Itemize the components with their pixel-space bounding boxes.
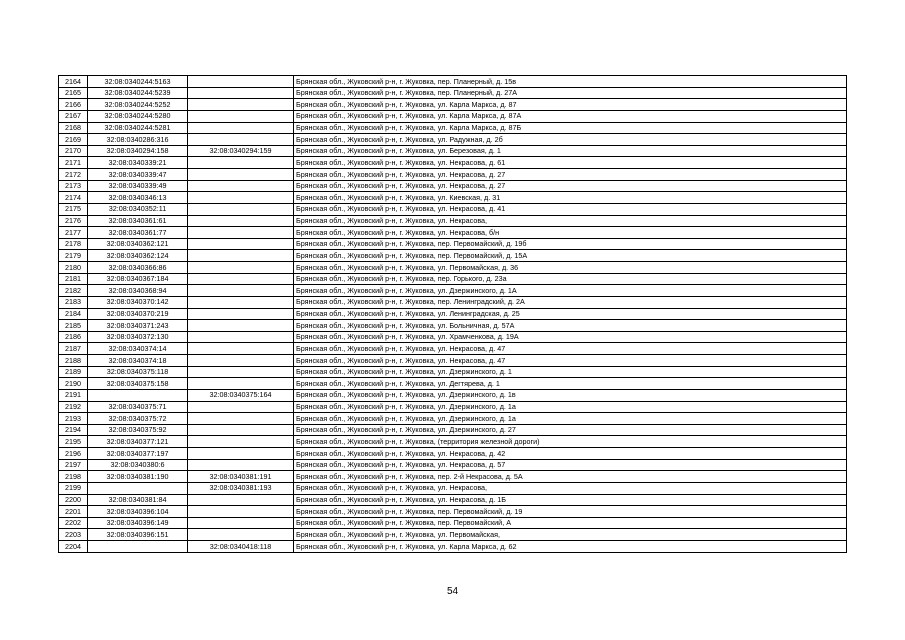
address-cell: Брянская обл., Жуковский р-н, г. Жуковка, ул. Некрасова, д. 47 [294,355,847,367]
cadastral-number-cell: 32:08:0340244:5281 [88,122,188,134]
cadastral-number-cell: 32:08:0340375:158 [88,378,188,390]
row-number-cell: 2176 [59,215,88,227]
row-number-cell: 2185 [59,320,88,332]
cadastral-number-cell: 32:08:0340370:219 [88,308,188,320]
linked-cadastral-number-cell [188,192,294,204]
address-cell: Брянская обл., Жуковский р-н, г. Жуковка, пер. Первомайский, д. 15А [294,250,847,262]
linked-cadastral-number-cell [188,529,294,541]
address-cell: Брянская обл., Жуковский р-н, г. Жуковка, ул. Некрасова, д. 41 [294,203,847,215]
address-cell: Брянская обл., Жуковский р-н, г. Жуковка, ул. Храмченкова, д. 19А [294,331,847,343]
cadastral-number-cell: 32:08:0340346:13 [88,192,188,204]
row-number-cell: 2201 [59,506,88,518]
row-number-cell: 2187 [59,343,88,355]
row-number-cell: 2170 [59,145,88,157]
linked-cadastral-number-cell [188,378,294,390]
address-cell: Брянская обл., Жуковский р-н, г. Жуковка, ул. Дзержинского, д. 27 [294,424,847,436]
address-cell: Брянская обл., Жуковский р-н, г. Жуковка, пер. Планерный, д. 27А [294,87,847,99]
row-number-cell: 2190 [59,378,88,390]
address-cell: Брянская обл., Жуковский р-н, г. Жуковка, ул. Карла Маркса, д. 87 [294,99,847,111]
linked-cadastral-number-cell [188,99,294,111]
table-row [59,343,847,355]
address-cell: Брянская обл., Жуковский р-н, г. Жуковка, ул. Первомайская, [294,529,847,541]
linked-cadastral-number-cell [188,203,294,215]
table-row [59,331,847,343]
address-cell: Брянская обл., Жуковский р-н, г. Жуковка, ул. Некрасова, д. 1Б [294,494,847,506]
row-number-cell: 2178 [59,238,88,250]
table-row [59,134,847,146]
row-number-cell: 2199 [59,482,88,494]
address-cell: Брянская обл., Жуковский р-н, г. Жуковка, ул. Некрасова, д. 57 [294,459,847,471]
address-cell: Брянская обл., Жуковский р-н, г. Жуковка, ул. Некрасова, [294,215,847,227]
cadastral-number-cell: 32:08:0340371:243 [88,320,188,332]
table-row [59,285,847,297]
table-row [59,76,847,88]
table-row [59,308,847,320]
table-row [59,203,847,215]
table-row [59,157,847,169]
cadastral-number-cell: 32:08:0340377:121 [88,436,188,448]
linked-cadastral-number-cell [188,331,294,343]
cadastral-number-cell: 32:08:0340375:118 [88,366,188,378]
row-number-cell: 2172 [59,169,88,181]
linked-cadastral-number-cell [188,355,294,367]
address-cell: Брянская обл., Жуковский р-н, г. Жуковка, ул. Березовая, д. 1 [294,145,847,157]
cadastral-number-cell [88,389,188,401]
row-number-cell: 2192 [59,401,88,413]
cadastral-number-cell: 32:08:0340372:130 [88,331,188,343]
address-cell: Брянская обл., Жуковский р-н, г. Жуковка, пер. Первомайский, д. 19б [294,238,847,250]
cadastral-number-cell: 32:08:0340244:5280 [88,110,188,122]
cadastral-number-cell: 32:08:0340339:49 [88,180,188,192]
row-number-cell: 2203 [59,529,88,541]
row-number-cell: 2186 [59,331,88,343]
linked-cadastral-number-cell [188,110,294,122]
cadastral-number-cell: 32:08:0340286:316 [88,134,188,146]
linked-cadastral-number-cell [188,343,294,355]
linked-cadastral-number-cell [188,296,294,308]
linked-cadastral-number-cell [188,448,294,460]
linked-cadastral-number-cell [188,459,294,471]
table-row [59,401,847,413]
table-row [59,424,847,436]
row-number-cell: 2198 [59,471,88,483]
linked-cadastral-number-cell [188,424,294,436]
address-cell: Брянская обл., Жуковский р-н, г. Жуковка, ул. Первомайская, д. 36 [294,262,847,274]
address-cell: Брянская обл., Жуковский р-н, г. Жуковка, ул. Дзержинского, д. 1А [294,285,847,297]
table-row [59,250,847,262]
cadastral-number-cell: 32:08:0340339:21 [88,157,188,169]
table-row [59,482,847,494]
row-number-cell: 2174 [59,192,88,204]
row-number-cell: 2175 [59,203,88,215]
address-cell: Брянская обл., Жуковский р-н, г. Жуковка, ул. Дегтярева, д. 1 [294,378,847,390]
cadastral-number-cell: 32:08:0340375:72 [88,413,188,425]
cadastral-number-cell: 32:08:0340361:61 [88,215,188,227]
cadastral-table [58,75,847,553]
address-cell: Брянская обл., Жуковский р-н, г. Жуковка, ул. Некрасова, д. 27 [294,180,847,192]
cadastral-number-cell [88,482,188,494]
table-row [59,180,847,192]
row-number-cell: 2204 [59,541,88,553]
linked-cadastral-number-cell: 32:08:0340294:159 [188,145,294,157]
cadastral-number-cell: 32:08:0340377:197 [88,448,188,460]
table-row [59,110,847,122]
row-number-cell: 2164 [59,76,88,88]
row-number-cell: 2195 [59,436,88,448]
cadastral-number-cell: 32:08:0340244:5239 [88,87,188,99]
row-number-cell: 2181 [59,273,88,285]
table-row [59,227,847,239]
row-number-cell: 2200 [59,494,88,506]
row-number-cell: 2177 [59,227,88,239]
linked-cadastral-number-cell [188,122,294,134]
linked-cadastral-number-cell: 32:08:0340418:118 [188,541,294,553]
address-cell: Брянская обл., Жуковский р-н, г. Жуковка, ул. Карла Маркса, д. 62 [294,541,847,553]
table-row [59,215,847,227]
linked-cadastral-number-cell [188,366,294,378]
cadastral-number-cell: 32:08:0340381:84 [88,494,188,506]
address-cell: Брянская обл., Жуковский р-н, г. Жуковка, ул. Карла Маркса, д. 87А [294,110,847,122]
cadastral-number-cell: 32:08:0340244:5163 [88,76,188,88]
table-row [59,366,847,378]
cadastral-number-cell: 32:08:0340361:77 [88,227,188,239]
table-row [59,506,847,518]
address-cell: Брянская обл., Жуковский р-н, г. Жуковка, ул. Киевская, д. 31 [294,192,847,204]
row-number-cell: 2180 [59,262,88,274]
address-cell: Брянская обл., Жуковский р-н, г. Жуковка, ул. Некрасова, б/н [294,227,847,239]
row-number-cell: 2191 [59,389,88,401]
cadastral-number-cell: 32:08:0340381:190 [88,471,188,483]
cadastral-number-cell: 32:08:0340380:6 [88,459,188,471]
linked-cadastral-number-cell: 32:08:0340381:191 [188,471,294,483]
linked-cadastral-number-cell [188,238,294,250]
table-row [59,296,847,308]
table-row [59,122,847,134]
table-row [59,448,847,460]
table-row [59,99,847,111]
table-row [59,320,847,332]
address-cell: Брянская обл., Жуковский р-н, г. Жуковка, ул. Дзержинского, д. 1а [294,401,847,413]
linked-cadastral-number-cell [188,285,294,297]
address-cell: Брянская обл., Жуковский р-н, г. Жуковка, пер. Планерный, д. 15в [294,76,847,88]
table-row [59,238,847,250]
address-cell: Брянская обл., Жуковский р-н, г. Жуковка, ул. Дзержинского, д. 1в [294,389,847,401]
cadastral-number-cell: 32:08:0340294:158 [88,145,188,157]
address-cell: Брянская обл., Жуковский р-н, г. Жуковка, ул. Дзержинского, д. 1а [294,413,847,425]
cadastral-number-cell: 32:08:0340362:124 [88,250,188,262]
row-number-cell: 2167 [59,110,88,122]
row-number-cell: 2197 [59,459,88,471]
row-number-cell: 2182 [59,285,88,297]
linked-cadastral-number-cell [188,227,294,239]
table-row [59,529,847,541]
cadastral-number-cell: 32:08:0340375:71 [88,401,188,413]
table-row [59,355,847,367]
linked-cadastral-number-cell [188,494,294,506]
cadastral-number-cell: 32:08:0340396:151 [88,529,188,541]
row-number-cell: 2165 [59,87,88,99]
row-number-cell: 2166 [59,99,88,111]
table-row [59,389,847,401]
linked-cadastral-number-cell [188,517,294,529]
page-number: 54 [446,586,459,597]
linked-cadastral-number-cell [188,308,294,320]
row-number-cell: 2171 [59,157,88,169]
address-cell: Брянская обл., Жуковский р-н, г. Жуковка, ул. Карла Маркса, д. 87Б [294,122,847,134]
row-number-cell: 2189 [59,366,88,378]
address-cell: Брянская обл., Жуковский р-н, г. Жуковка, ул. Некрасова, д. 42 [294,448,847,460]
address-cell: Брянская обл., Жуковский р-н, г. Жуковка, ул. Некрасова, [294,482,847,494]
cadastral-number-cell: 32:08:0340396:149 [88,517,188,529]
row-number-cell: 2183 [59,296,88,308]
linked-cadastral-number-cell [188,87,294,99]
table-row [59,192,847,204]
linked-cadastral-number-cell [188,413,294,425]
table-row [59,273,847,285]
linked-cadastral-number-cell [188,180,294,192]
linked-cadastral-number-cell [188,169,294,181]
row-number-cell: 2173 [59,180,88,192]
cadastral-number-cell: 32:08:0340375:92 [88,424,188,436]
linked-cadastral-number-cell [188,320,294,332]
row-number-cell: 2184 [59,308,88,320]
table-row [59,145,847,157]
row-number-cell: 2202 [59,517,88,529]
cadastral-number-cell: 32:08:0340374:14 [88,343,188,355]
table-row [59,169,847,181]
linked-cadastral-number-cell [188,506,294,518]
linked-cadastral-number-cell [188,401,294,413]
address-cell: Брянская обл., Жуковский р-н, г. Жуковка, ул. Больничная, д. 57А [294,320,847,332]
row-number-cell: 2196 [59,448,88,460]
cadastral-number-cell: 32:08:0340367:184 [88,273,188,285]
table-row [59,517,847,529]
cadastral-number-cell: 32:08:0340370:142 [88,296,188,308]
row-number-cell: 2188 [59,355,88,367]
table-row [59,262,847,274]
row-number-cell: 2193 [59,413,88,425]
cadastral-table-body [59,76,847,553]
cadastral-number-cell: 32:08:0340244:5252 [88,99,188,111]
address-cell: Брянская обл., Жуковский р-н, г. Жуковка, ул. Дзержинского, д. 1 [294,366,847,378]
address-cell: Брянская обл., Жуковский р-н, г. Жуковка, ул. Некрасова, д. 47 [294,343,847,355]
linked-cadastral-number-cell [188,436,294,448]
address-cell: Брянская обл., Жуковский р-н, г. Жуковка, ул. Некрасова, д. 27 [294,169,847,181]
address-cell: Брянская обл., Жуковский р-н, г. Жуковка, пер. Горького, д. 23а [294,273,847,285]
table-row [59,413,847,425]
linked-cadastral-number-cell [188,250,294,262]
linked-cadastral-number-cell [188,157,294,169]
linked-cadastral-number-cell [188,273,294,285]
table-row [59,436,847,448]
cadastral-number-cell: 32:08:0340396:104 [88,506,188,518]
linked-cadastral-number-cell [188,134,294,146]
linked-cadastral-number-cell [188,76,294,88]
cadastral-number-cell: 32:08:0340368:94 [88,285,188,297]
cadastral-number-cell: 32:08:0340352:11 [88,203,188,215]
row-number-cell: 2168 [59,122,88,134]
address-cell: Брянская обл., Жуковский р-н, г. Жуковка, пер. Первомайский, д. 19 [294,506,847,518]
cadastral-number-cell: 32:08:0340362:121 [88,238,188,250]
linked-cadastral-number-cell [188,262,294,274]
linked-cadastral-number-cell: 32:08:0340375:164 [188,389,294,401]
cadastral-number-cell [88,541,188,553]
row-number-cell: 2194 [59,424,88,436]
table-row [59,87,847,99]
address-cell: Брянская обл., Жуковский р-н, г. Жуковка, ул. Радужная, д. 2б [294,134,847,146]
cadastral-number-cell: 32:08:0340366:86 [88,262,188,274]
address-cell: Брянская обл., Жуковский р-н, г. Жуковка, (территория железной дороги) [294,436,847,448]
linked-cadastral-number-cell: 32:08:0340381:193 [188,482,294,494]
cadastral-number-cell: 32:08:0340374:18 [88,355,188,367]
linked-cadastral-number-cell [188,215,294,227]
address-cell: Брянская обл., Жуковский р-н, г. Жуковка, пер. Ленинградский, д. 2А [294,296,847,308]
address-cell: Брянская обл., Жуковский р-н, г. Жуковка, пер. Первомайский, А [294,517,847,529]
row-number-cell: 2169 [59,134,88,146]
row-number-cell: 2179 [59,250,88,262]
table-row [59,494,847,506]
address-cell: Брянская обл., Жуковский р-н, г. Жуковка, ул. Некрасова, д. 61 [294,157,847,169]
table-row [59,459,847,471]
address-cell: Брянская обл., Жуковский р-н, г. Жуковка, ул. Ленинградская, д. 25 [294,308,847,320]
table-row [59,471,847,483]
address-cell: Брянская обл., Жуковский р-н, г. Жуковка, пер. 2-й Некрасова, д. 5А [294,471,847,483]
table-row [59,541,847,553]
table-row [59,378,847,390]
cadastral-number-cell: 32:08:0340339:47 [88,169,188,181]
